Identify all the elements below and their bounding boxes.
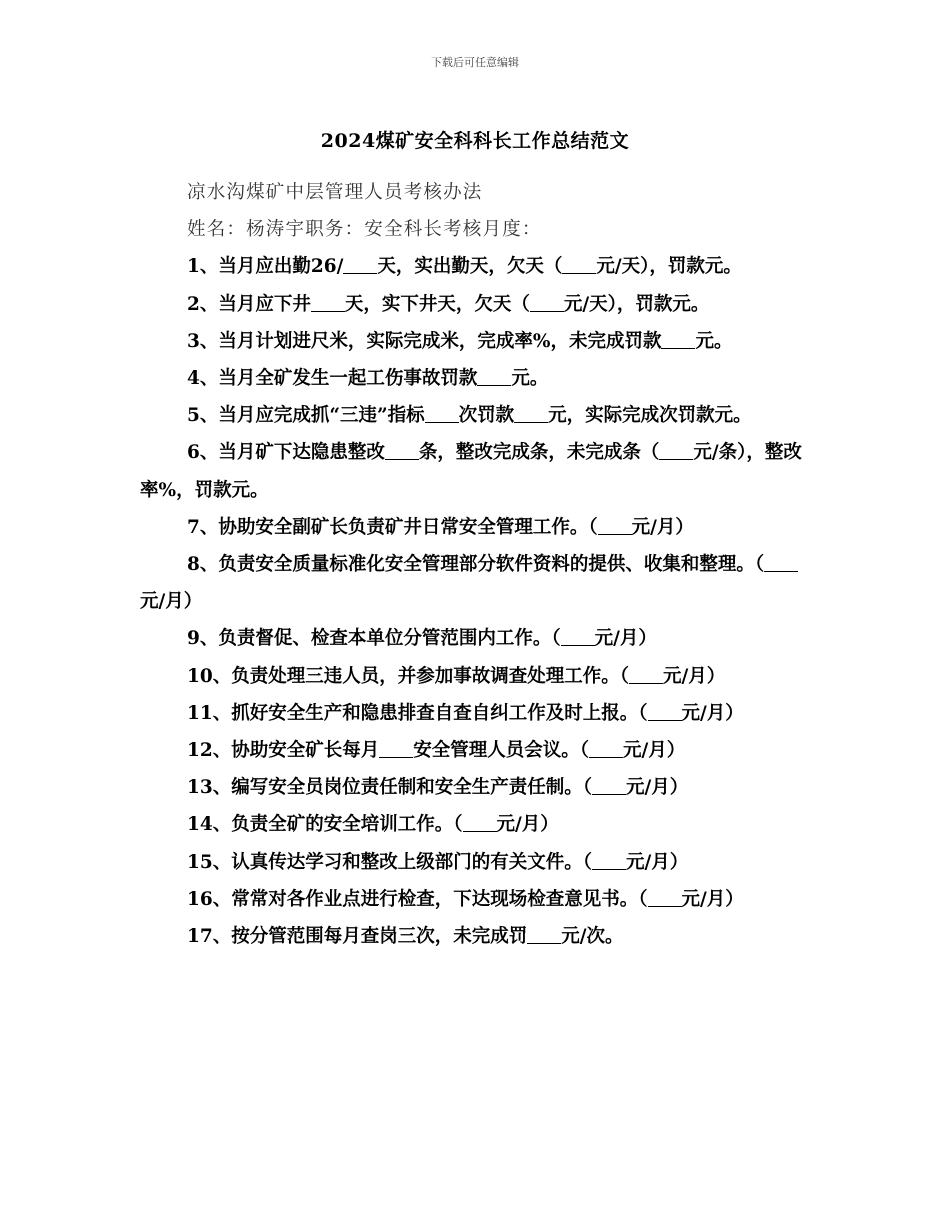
fill-in-blank [477, 367, 511, 387]
item-text: 天，实下井天，欠天（ [344, 293, 530, 315]
fill-in-blank [343, 255, 377, 275]
assessment-item-2 [140, 286, 822, 323]
assessment-item-1 [140, 248, 822, 285]
assessment-item-11 [140, 695, 822, 732]
assessment-item-10 [140, 658, 822, 695]
item-text: 元。 [511, 368, 549, 390]
item-text: 17、按分管范围每月查岗三次，未完成罚 [187, 926, 528, 948]
item-text: 8、负责安全质量标准化安全管理部分软件资料的提供、收集和整理。（ [187, 554, 765, 576]
assessment-item-4 [140, 360, 822, 397]
item-text: 元。 [695, 330, 733, 352]
item-text: 1、当月应出勤26/ [187, 256, 344, 278]
item-text: 5、当月应完成抓“三违”指标 [187, 405, 425, 427]
fill-in-blank [562, 255, 596, 275]
item-text: 元/月） [663, 665, 726, 687]
item-text: 4、当月全矿发生一起工伤事故罚款 [187, 368, 478, 390]
item-text: 元/月） [140, 591, 203, 613]
item-text: 元/月） [594, 628, 657, 650]
fill-in-blank [592, 776, 626, 796]
item-text: 元/月） [623, 740, 686, 762]
fill-in-blank [592, 850, 626, 870]
item-text: 14、负责全矿的安全培训工作。（ [187, 814, 463, 836]
assessment-items [140, 248, 822, 955]
assessment-item-9 [140, 620, 822, 657]
item-text: 元/月） [681, 888, 744, 910]
item-text: 12、协助安全矿长每月 [187, 740, 380, 762]
fill-in-blank [629, 664, 663, 684]
fill-in-blank [648, 701, 682, 721]
item-text: 13、编写安全员岗位责任制和安全生产责任制。（ [187, 777, 592, 799]
assessment-item-12 [140, 732, 822, 769]
item-text: 15、认真传达学习和整改上级部门的有关文件。（ [187, 851, 592, 873]
item-text: 11、抓好安全生产和隐患排查自查自纠工作及时上报。（ [187, 702, 648, 724]
item-text: 元/月） [681, 702, 744, 724]
item-text: 元/天），罚款元。 [596, 256, 742, 278]
item-text: 2、当月应下井 [187, 293, 311, 315]
header-note: 下载后可任意编辑 [431, 56, 519, 69]
item-text: 元/条），整改率%，罚款元。 [140, 442, 802, 501]
document-title: 2024煤矿安全科科长工作总结范文 [320, 130, 630, 152]
fill-in-blank [514, 404, 548, 424]
fill-in-blank [527, 925, 561, 945]
assessment-item-8 [140, 546, 822, 620]
fill-in-blank [648, 887, 682, 907]
item-text: 16、常常对各作业点进行检查，下达现场检查意见书。（ [187, 888, 648, 910]
item-text: 10、负责处理三违人员，并参加事故调查处理工作。（ [187, 665, 629, 687]
document-body [140, 174, 822, 955]
item-text: 条，整改完成条，未完成条（ [418, 442, 660, 464]
item-text: 元/月） [496, 814, 559, 836]
fill-in-blank [589, 739, 623, 759]
item-text: 元，实际完成次罚款元。 [548, 405, 752, 427]
item-text: 元/月） [631, 516, 694, 538]
item-text: 7、协助安全副矿长负责矿井日常安全管理工作。（ [187, 516, 598, 538]
item-text: 安全管理人员会议。（ [413, 740, 590, 762]
assessment-item-15 [140, 844, 822, 881]
item-text: 天，实出勤天，欠天（ [377, 256, 563, 278]
assessment-item-3 [140, 323, 822, 360]
fill-in-blank [598, 515, 632, 535]
assessment-item-6 [140, 434, 822, 508]
assessment-item-7 [140, 509, 822, 546]
item-text: 元/月） [626, 777, 689, 799]
item-text: 3、当月计划进尺米，实际完成米，完成率%，未完成罚款 [187, 330, 662, 352]
assessment-item-16 [140, 881, 822, 918]
fill-in-blank [659, 441, 693, 461]
assessment-item-13 [140, 769, 822, 806]
assessment-item-14 [140, 806, 822, 843]
fill-in-blank [530, 292, 564, 312]
assessment-item-17 [140, 918, 822, 955]
fill-in-blank [463, 813, 497, 833]
fill-in-blank [661, 329, 695, 349]
fill-in-blank [379, 739, 413, 759]
item-text: 6、当月矿下达隐患整改 [187, 442, 385, 464]
fill-in-blank [385, 441, 419, 461]
item-text: 次罚款 [458, 405, 515, 427]
item-text: 元/月） [626, 851, 689, 873]
info-line: 姓名：杨涛宇职务：安全科长考核月度： [187, 219, 542, 241]
fill-in-blank [311, 292, 345, 312]
item-text: 9、负责督促、检查本单位分管范围内工作。（ [187, 628, 561, 650]
item-text: 元/天），罚款元。 [563, 293, 710, 315]
subtitle-line: 凉水沟煤矿中层管理人员考核办法 [187, 182, 483, 203]
assessment-item-5 [140, 397, 822, 434]
fill-in-blank [561, 627, 595, 647]
item-text: 元/次。 [561, 926, 624, 948]
fill-in-blank [425, 404, 459, 424]
fill-in-blank [764, 553, 798, 573]
